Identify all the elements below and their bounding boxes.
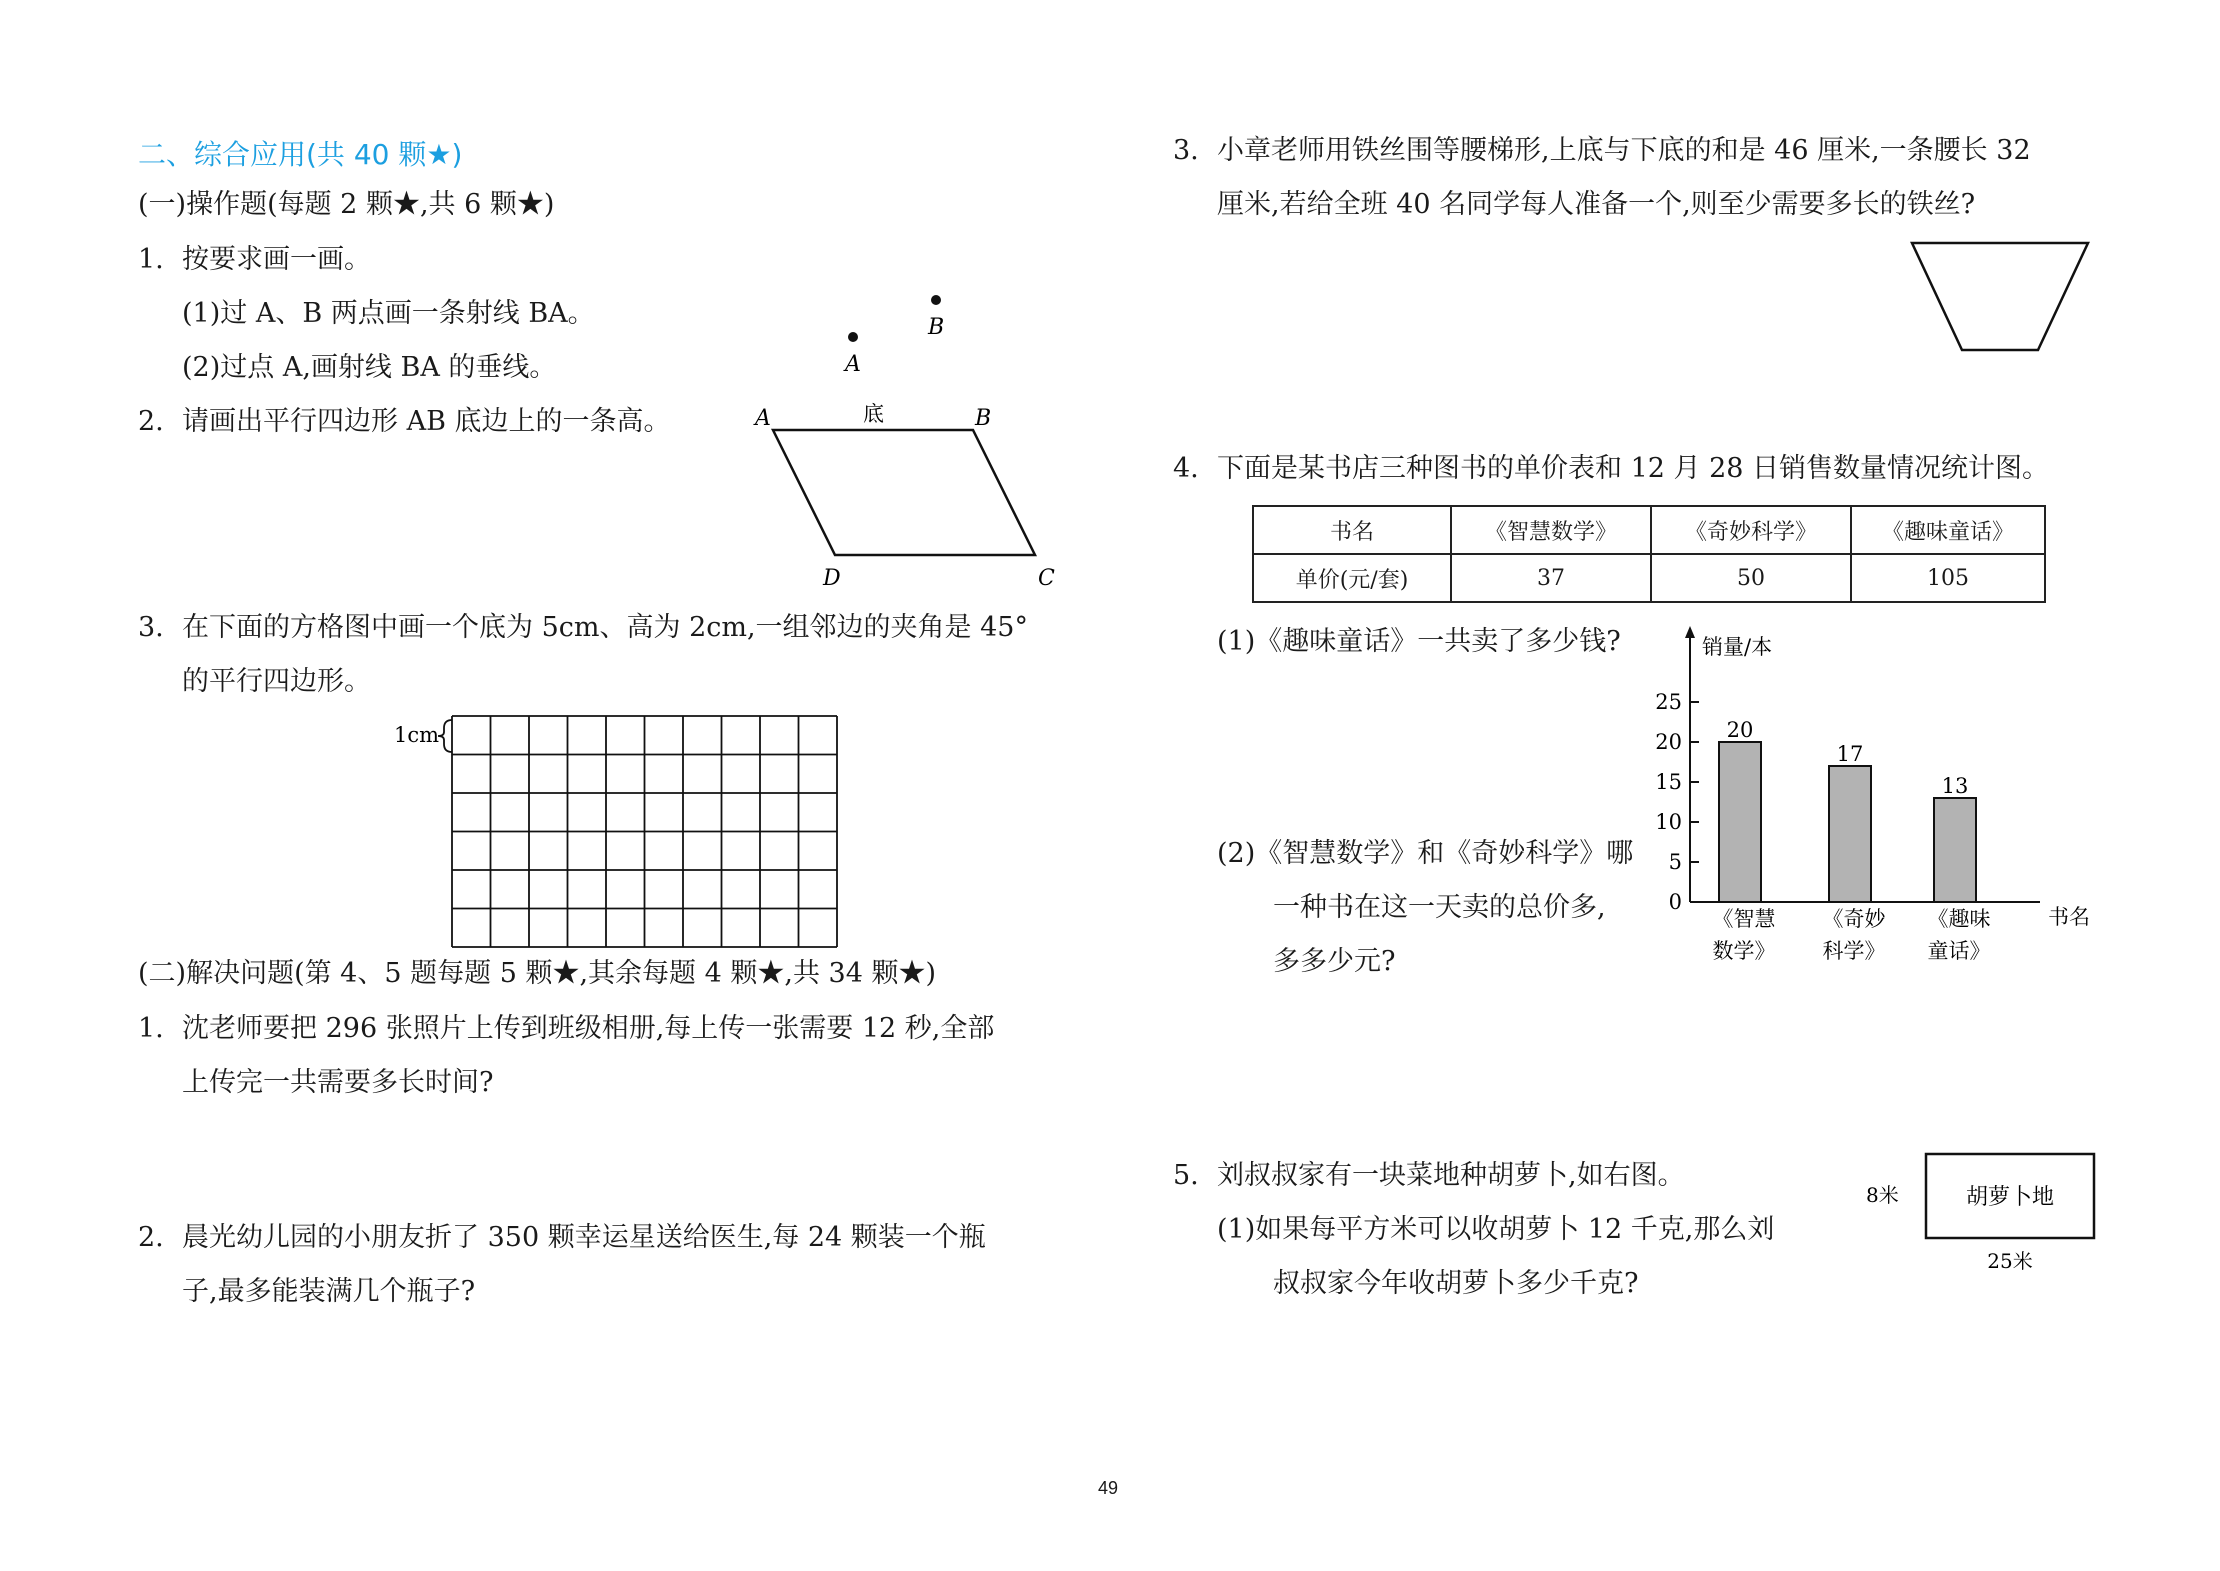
table-cell: 50	[1651, 554, 1851, 602]
bar	[1934, 798, 1976, 902]
parallelogram-figure	[745, 395, 1075, 590]
square-grid	[390, 712, 850, 944]
y-tick-label: 0	[1668, 890, 1682, 914]
table-header-cell: 《智慧数学》	[1451, 506, 1651, 554]
y-axis-title: 销量/本	[1702, 635, 1773, 659]
q1-sub2: (2)过点 A,画射线 BA 的垂线。	[182, 352, 557, 383]
grid-scale-label: 1cm	[394, 723, 440, 747]
x-category-label: 童话》	[1927, 939, 1991, 963]
x-axis-title: 书名	[2048, 905, 2090, 929]
trapezoid-shape	[1912, 243, 2088, 350]
field-width-label: 25米	[1987, 1249, 2033, 1273]
trapezoid-figure	[1905, 238, 2105, 358]
price-table	[1252, 505, 2046, 603]
y-tick-label: 10	[1655, 810, 1682, 834]
p2-q4-text: 下面是某书店三种图书的单价表和 12 月 28 日销售数量情况统计图。	[1217, 453, 2050, 484]
chart-bars	[1719, 742, 1976, 902]
p2-q1-number: 1.	[138, 1013, 164, 1044]
p2-q1-line2: 上传完一共需要多长时间?	[182, 1067, 494, 1098]
y-tick-label: 5	[1668, 850, 1682, 874]
y-tick-label: 15	[1655, 770, 1682, 794]
table-row	[1253, 554, 2045, 602]
table-cell: 单价(元/套)	[1253, 554, 1451, 602]
p2-q3-line2: 厘米,若给全班 40 名同学每人准备一个,则至少需要多长的铁丝?	[1217, 189, 1976, 220]
p2-q3-line1: 小章老师用铁丝围等腰梯形,上底与下底的和是 46 厘米,一条腰长 32	[1217, 135, 2031, 166]
p2-q2-line2: 子,最多能装满几个瓶子?	[182, 1276, 476, 1307]
label-base: 底	[863, 402, 884, 426]
grid-lines	[452, 716, 837, 947]
section-title: 二、综合应用(共 40 颗★)	[138, 138, 463, 171]
p2-q5-text: 刘叔叔家有一块菜地种胡萝卜,如右图。	[1217, 1160, 1685, 1191]
part2-heading: (二)解决问题(第 4、5 题每题 5 颗★,其余每题 4 颗★,共 34 颗★)	[138, 958, 937, 989]
x-category-label: 《智慧	[1712, 907, 1776, 931]
p2-q4-sub2-line1: (2)《智慧数学》和《奇妙科学》哪	[1217, 838, 1634, 869]
q1-points-figure	[820, 285, 980, 385]
p2-q3-number: 3.	[1173, 135, 1199, 166]
p2-q4-sub1: (1)《趣味童话》一共卖了多少钱?	[1217, 626, 1621, 657]
table-header-cell: 《趣味童话》	[1851, 506, 2045, 554]
p2-q4-number: 4.	[1173, 453, 1199, 484]
table-header-cell: 书名	[1253, 506, 1451, 554]
point-b-dot	[931, 295, 941, 305]
point-a-label: A	[845, 352, 861, 377]
parallelogram-shape	[773, 430, 1035, 555]
carrot-field-figure	[1862, 1150, 2102, 1280]
label-c: C	[1038, 566, 1055, 591]
y-tick-label: 20	[1655, 730, 1682, 754]
p2-q5-sub1-line1: (1)如果每平方米可以收胡萝卜 12 千克,那么刘	[1217, 1214, 1775, 1245]
label-a: A	[755, 406, 771, 431]
p2-q2-number: 2.	[138, 1222, 164, 1253]
field-height-label: 8米	[1866, 1183, 1899, 1207]
p2-q5-sub1-line2: 叔叔家今年收胡萝卜多少千克?	[1273, 1268, 1639, 1299]
y-tick-label: 25	[1655, 690, 1682, 714]
carrot-field-label: 胡萝卜地	[1965, 1185, 2055, 1210]
p2-q1-line1: 沈老师要把 296 张照片上传到班级相册,每上传一张需要 12 秒,全部	[182, 1013, 995, 1044]
p2-q2-line1: 晨光幼儿园的小朋友折了 350 颗幸运星送给医生,每 24 颗装一个瓶	[182, 1222, 986, 1253]
q3-number: 3.	[138, 612, 164, 643]
x-category-label: 科学》	[1822, 939, 1886, 963]
point-a-dot	[848, 332, 858, 342]
page-number: 49	[1098, 1478, 1119, 1498]
bar	[1719, 742, 1761, 902]
bar-value-label: 20	[1726, 718, 1754, 742]
y-axis-arrow	[1685, 626, 1695, 638]
x-category-label: 《趣味	[1927, 907, 1991, 931]
sales-bar-chart	[1655, 620, 2100, 980]
point-b-label: B	[928, 315, 945, 340]
q1-number: 1.	[138, 244, 164, 275]
x-category-label: 数学》	[1712, 939, 1776, 963]
label-d: D	[823, 566, 841, 591]
q3-text-line2: 的平行四边形。	[182, 666, 371, 697]
table-cell: 37	[1451, 554, 1651, 602]
bar	[1829, 766, 1871, 902]
label-b: B	[975, 406, 992, 431]
part1-heading: (一)操作题(每题 2 颗★,共 6 颗★)	[138, 189, 555, 220]
p2-q5-number: 5.	[1173, 1160, 1199, 1191]
table-row	[1253, 506, 2045, 554]
q2-number: 2.	[138, 406, 164, 437]
q3-text-line1: 在下面的方格图中画一个底为 5cm、高为 2cm,一组邻边的夹角是 45°	[182, 612, 1028, 643]
bar-value-label: 17	[1836, 742, 1864, 766]
bar-value-label: 13	[1941, 774, 1969, 798]
table-cell: 105	[1851, 554, 2045, 602]
table-header-cell: 《奇妙科学》	[1651, 506, 1851, 554]
q1-text: 按要求画一画。	[182, 244, 371, 275]
grid-scale-brace	[438, 720, 452, 752]
q2-text: 请画出平行四边形 AB 底边上的一条高。	[182, 406, 671, 437]
p2-q4-sub2-line2: 一种书在这一天卖的总价多,	[1273, 892, 1606, 923]
x-category-label: 《奇妙	[1822, 907, 1886, 931]
p2-q4-sub2-line3: 多多少元?	[1273, 946, 1396, 977]
q1-sub1: (1)过 A、B 两点画一条射线 BA。	[182, 298, 595, 329]
